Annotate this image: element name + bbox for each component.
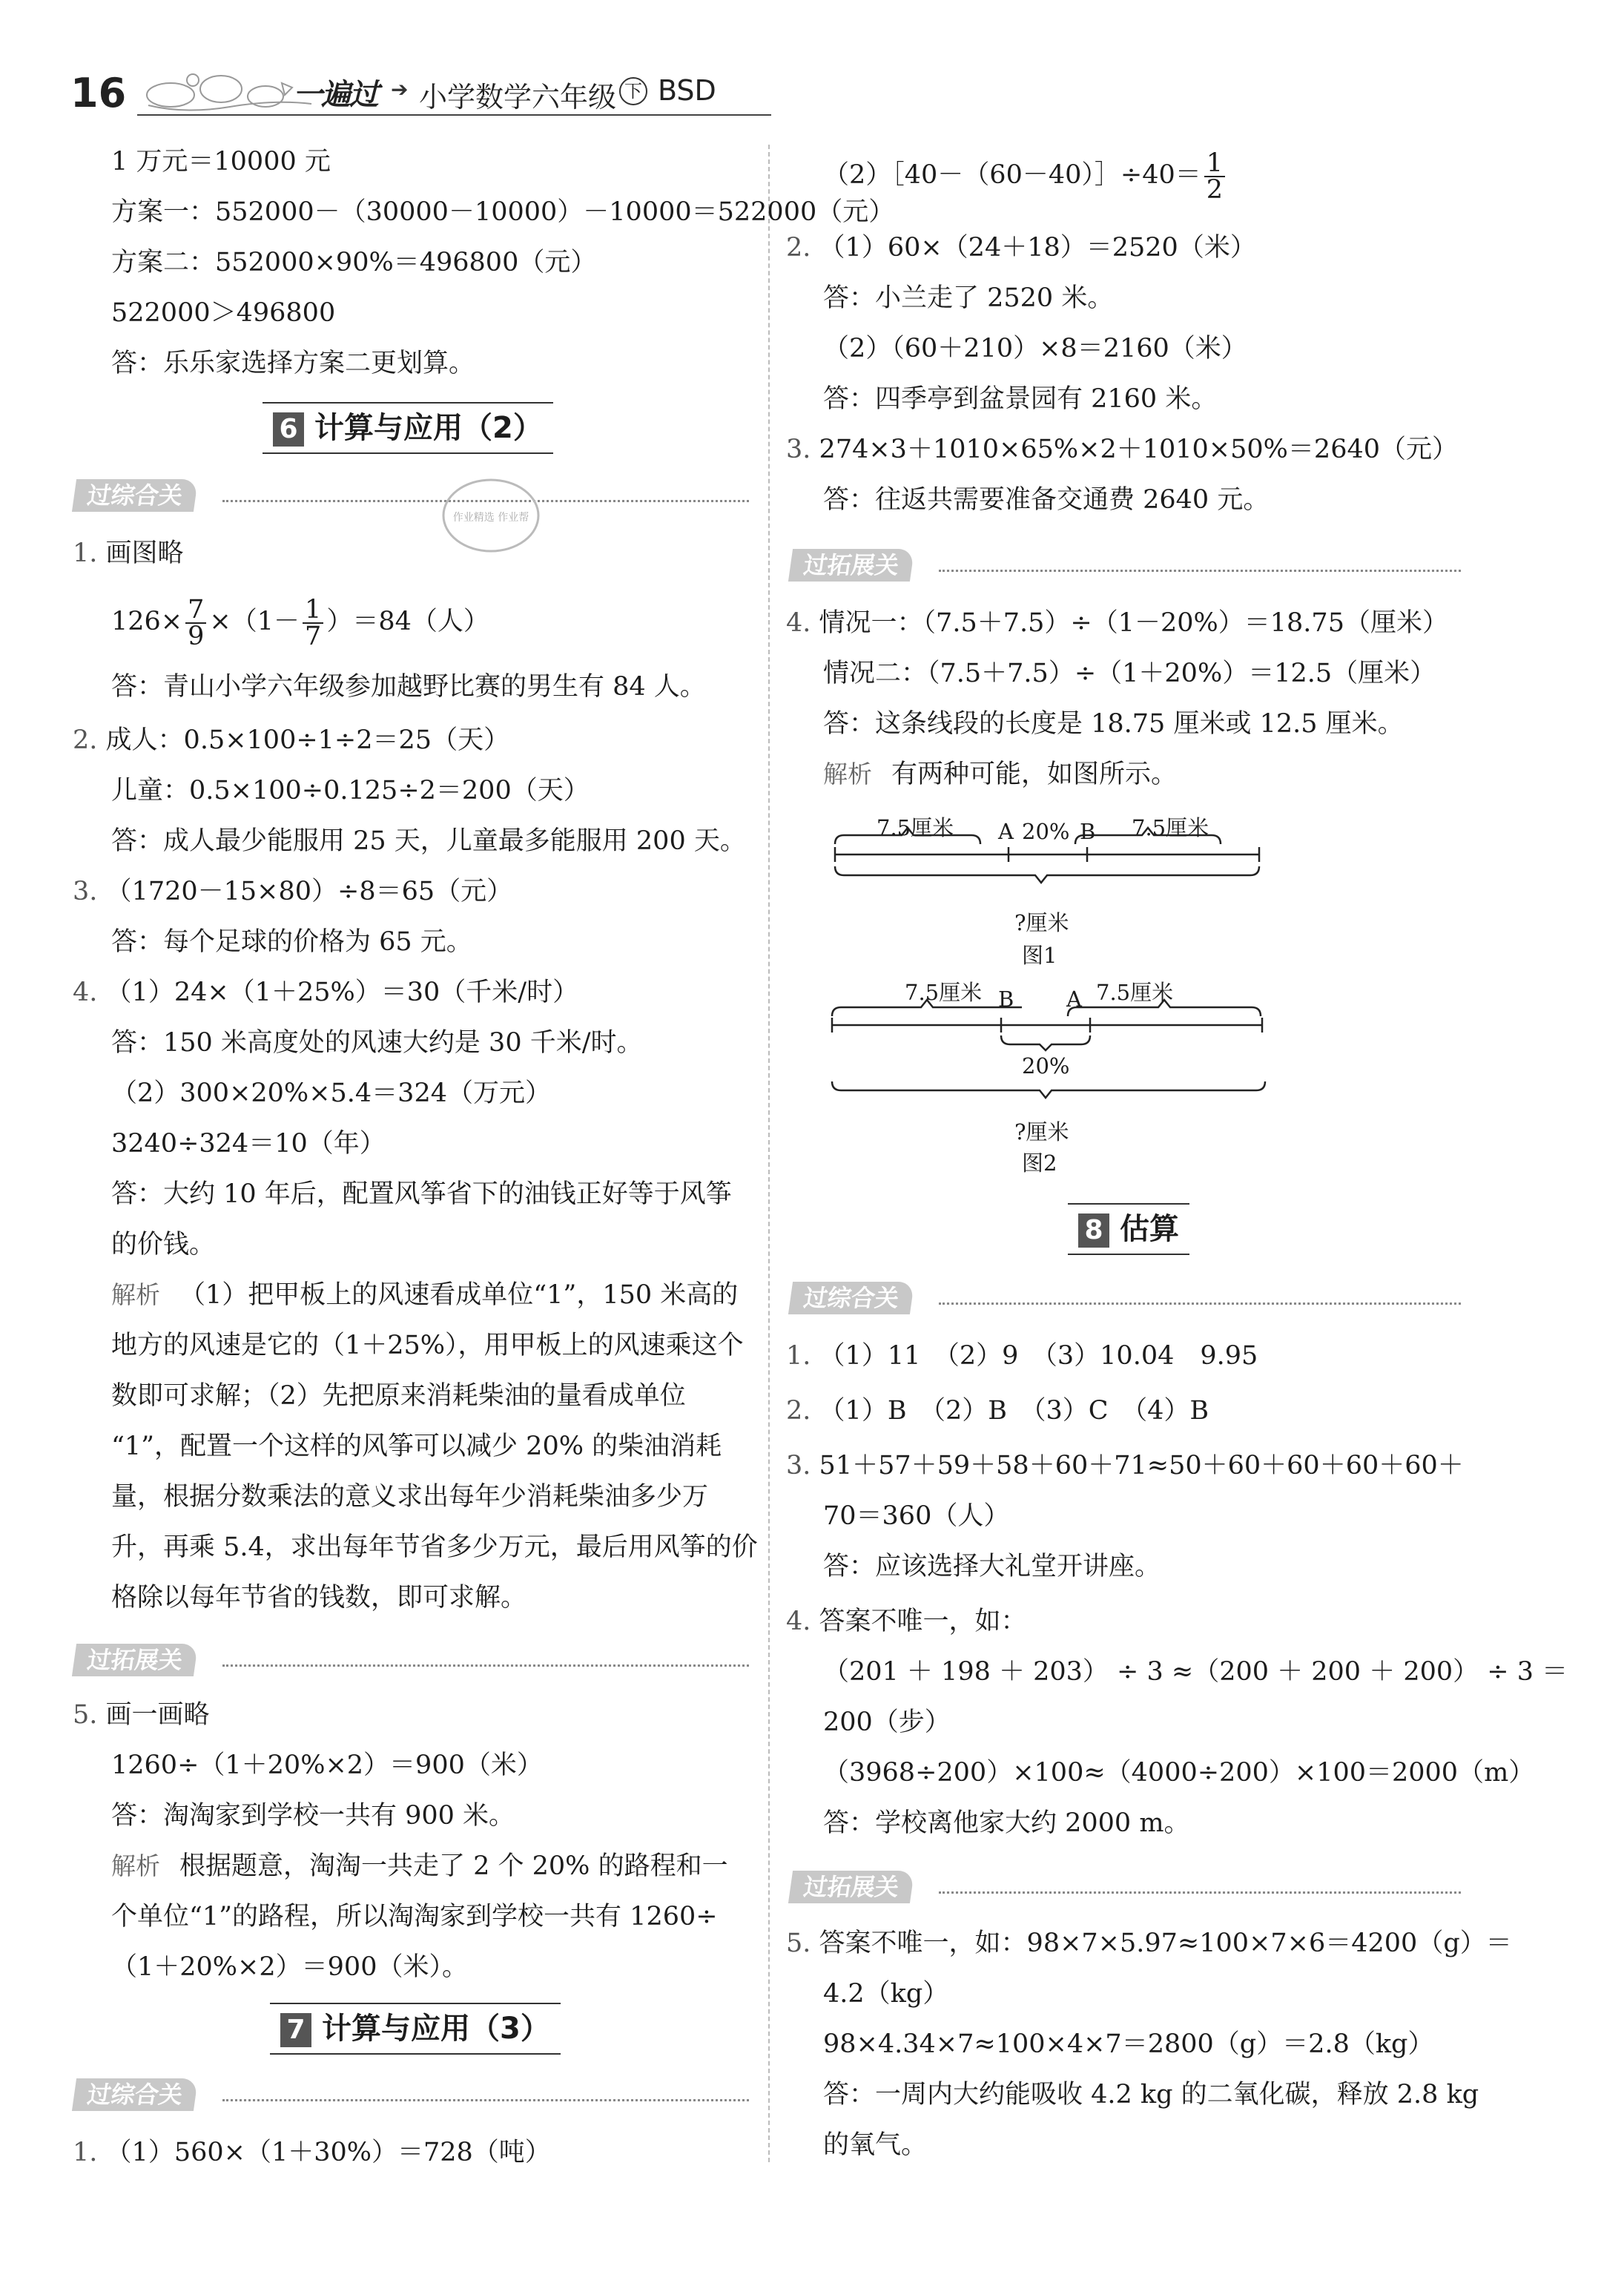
- e4-number: 4.: [786, 1607, 811, 1636]
- edition-label: BSD: [658, 74, 716, 107]
- q4-jiexi-1: [111, 1279, 738, 1311]
- stamp-text: 作业精选 作业帮: [452, 512, 529, 524]
- rq2-line-a: [786, 231, 1256, 264]
- q3-line-a: [73, 875, 512, 908]
- e2-line: [786, 1394, 1209, 1427]
- rq4-jiexi: [823, 758, 1177, 791]
- guo-tuo-dots-3: [939, 1891, 1461, 1894]
- e4-line-a: [786, 1605, 1027, 1638]
- guo-tuo-bar-3: [790, 1871, 1461, 1903]
- section-6-label: 计算与应用（2）: [314, 411, 543, 445]
- guo-zong-dots-2: [222, 2099, 749, 2101]
- q5-line-b: 1260÷（1＋20%×2）＝900（米）: [111, 1751, 543, 1780]
- e4-line-b: （201 ＋ 198 ＋ 203） ÷ 3 ≈（200 ＋ 200 ＋ 200） ÷ 3 ＝: [823, 1657, 1568, 1687]
- section-8-label: 估算: [1120, 1212, 1179, 1246]
- rq2-number: 2.: [786, 233, 811, 263]
- q4-line-a: [73, 976, 578, 1009]
- fraction-1-7: [303, 594, 323, 651]
- q2-answer-a: 成人：0.5×100÷1÷2＝25（天）: [105, 725, 510, 755]
- f1-percent: 20%: [1022, 819, 1070, 844]
- f2-percent: 20%: [1022, 1053, 1070, 1078]
- section-7-label: 计算与应用（3）: [322, 2012, 550, 2046]
- rq2-answer-a: （1）60×（24＋18）＝2520（米）: [819, 233, 1256, 263]
- page-header: [70, 65, 771, 117]
- e3-line-b: 70＝360（人）: [823, 1501, 1010, 1531]
- q4-line-d: 3240÷324＝10（年）: [111, 1129, 386, 1159]
- rq3-answer-a: 274×3＋1010×65%×2＋1010×50%＝2640（元）: [819, 435, 1458, 464]
- e2-answer: （1）B （2）B （3）C （4）B: [819, 1396, 1209, 1426]
- f1-point-a: A: [998, 819, 1014, 844]
- q5-jiexi-3: （1＋20%×2）＝900（米）。: [111, 1952, 468, 1982]
- e5-line-a: [786, 1927, 1512, 1960]
- section-6-number: 6: [273, 412, 304, 447]
- q4-jiexi-2: 地方的风速是它的（1＋25%），用甲板上的风速乘这个: [111, 1331, 744, 1360]
- q5-jiexi-text-1: 根据题意，淘淘一共走了 2 个 20% 的路程和一: [179, 1851, 728, 1881]
- q1-answer-a: 画图略: [105, 539, 184, 568]
- q1-expr-post: ）＝84（人）: [326, 607, 489, 636]
- q4-answer-a: （1）24×（1＋25%）＝30（千米/时）: [105, 978, 579, 1007]
- rq2-line-c: （2）（60＋210）×8＝2160（米）: [823, 334, 1247, 363]
- f1-caption: 图1: [1022, 943, 1057, 968]
- guo-tuo-tag-3: 过拓展关: [788, 1871, 914, 1903]
- q1-line-b: [111, 592, 489, 651]
- e3-number: 3.: [786, 1451, 811, 1481]
- q4-jiexi-3: 数即可求解；（2）先把原来消耗柴油的量看成单位: [111, 1381, 686, 1411]
- rq4-line-c: 答：这条线段的长度是 18.75 厘米或 12.5 厘米。: [823, 709, 1404, 739]
- brand-arrow-icon: ➔: [391, 77, 409, 102]
- q2-number: 2.: [73, 725, 98, 755]
- page-number: 16: [70, 70, 127, 116]
- e5-line-b: 4.2（kg）: [823, 1979, 949, 2009]
- q4-jiexi-6: 升，再乘 5.4，求出每年节省多少万元，最后用风筝的价: [111, 1532, 758, 1562]
- e5-number: 5.: [786, 1929, 811, 1958]
- frac-den: 7: [305, 621, 322, 651]
- q5-jiexi-1: [111, 1850, 728, 1883]
- q4-line-f: 的价钱。: [111, 1230, 216, 1259]
- guo-tuo-dots-1: [222, 1664, 749, 1667]
- q5-number: 5.: [73, 1700, 98, 1730]
- q4-jiexi-7: 格除以每年节省的钱数，即可求解。: [111, 1583, 527, 1613]
- q4-jiexi-text-1: （1）把甲板上的风速看成单位“1”，150 米高的: [179, 1280, 739, 1310]
- q4-line-c: （2）300×20%×5.4＝324（万元）: [111, 1078, 551, 1108]
- f2-point-b: B: [998, 987, 1014, 1012]
- jiexi-label: 解析: [111, 1851, 160, 1880]
- e4-line-e: 答：学校离他家大约 2000 m。: [823, 1808, 1190, 1838]
- e1-answer: （1）11 （2）9 （3）10.04 9.95: [819, 1341, 1258, 1371]
- e5-answer-a: 答案不唯一，如：98×7×5.97≈100×7×6＝4200（g）＝: [819, 1929, 1512, 1958]
- guo-zong-bar-3: [790, 1282, 1461, 1314]
- guo-tuo-tag-2: 过拓展关: [788, 549, 914, 582]
- guo-zong-tag-1: 过综合关: [72, 479, 198, 512]
- q1-expr-mid: ×（1－: [209, 607, 300, 636]
- intro-line-4: 522000＞496800: [111, 298, 336, 328]
- q5-line-c: 答：淘淘家到学校一共有 900 米。: [111, 1801, 515, 1831]
- q1-line-a: [73, 537, 184, 570]
- guo-tuo-bar-1: [74, 1644, 749, 1676]
- section-7-title: [270, 2003, 561, 2055]
- guo-zong-tag-2: 过综合关: [72, 2078, 198, 2111]
- q1-number: 1.: [73, 539, 98, 568]
- e3-answer-a: 51＋57＋59＋58＋60＋71≈50＋60＋60＋60＋60＋: [819, 1451, 1464, 1481]
- q2-line-a: [73, 724, 509, 757]
- section-8-title: [1068, 1203, 1189, 1255]
- frac-num: 1: [1204, 151, 1225, 177]
- f1-right-length: 7.5厘米: [1132, 815, 1209, 840]
- volume-badge: 下: [619, 77, 647, 105]
- r1-line: [823, 145, 1228, 205]
- e1-line: [786, 1340, 1258, 1372]
- frac-num: 1: [303, 597, 323, 624]
- section-6-title: [263, 402, 553, 454]
- rq4-line-a: [786, 607, 1448, 639]
- e5-line-c: 98×4.34×7≈100×4×7＝2800（g）＝2.8（kg）: [823, 2029, 1434, 2059]
- q1-line-c: 答：青山小学六年级参加越野比赛的男生有 84 人。: [111, 672, 706, 702]
- stamp-watermark: [439, 475, 543, 556]
- subject-title: 小学数学六年级: [419, 81, 617, 113]
- s7q1-number: 1.: [73, 2138, 98, 2167]
- e3-line-a: [786, 1449, 1464, 1482]
- fraction-1-2: [1204, 148, 1225, 205]
- jiexi-label: 解析: [823, 760, 872, 788]
- rq4-jiexi-text: 有两种可能，如图所示。: [891, 760, 1178, 789]
- frac-den: 9: [188, 621, 205, 651]
- intro-line-1: 1 万元＝10000 元: [111, 147, 331, 177]
- q4-line-b: 答：150 米高度处的风速大约是 30 千米/时。: [111, 1028, 643, 1058]
- guo-tuo-dots-2: [939, 570, 1461, 572]
- guo-zong-bar-1: [74, 479, 749, 512]
- e4-line-d: （3968÷200）×100≈（4000÷200）×100＝2000（m）: [823, 1758, 1535, 1788]
- q4-jiexi-5: 量，根据分数乘法的意义求出每年少消耗柴油多少万: [111, 1482, 709, 1512]
- f2-total: ?厘米: [1014, 1119, 1069, 1145]
- q1-expr-pre: 126×: [111, 607, 183, 636]
- r1-expr: （2）［40－（60－40）］÷40＝: [823, 160, 1201, 190]
- q3-line-b: 答：每个足球的价格为 65 元。: [111, 927, 472, 957]
- e4-line-c: 200（步）: [823, 1707, 951, 1737]
- s7q1-answer-a: （1）560×（1＋30%）＝728（吨）: [105, 2138, 551, 2167]
- f2-left-length: 7.5厘米: [905, 980, 983, 1005]
- brand-logo: 一遍过: [293, 78, 377, 112]
- rq4-line-b: 情况二：（7.5＋7.5）÷（1＋20%）＝12.5（厘米）: [823, 659, 1436, 688]
- figure-2: [823, 978, 1268, 1193]
- f2-point-a: A: [1066, 987, 1082, 1012]
- intro-line-2: 方案一：552000－（30000－10000）－10000＝522000（元）: [111, 197, 895, 227]
- e4-answer-a: 答案不唯一，如：: [819, 1607, 1027, 1636]
- q4-number: 4.: [73, 978, 98, 1007]
- rq2-line-b: 答：小兰走了 2520 米。: [823, 283, 1114, 313]
- q4-jiexi-4: “1”，配置一个这样的风筝可以减少 20% 的柴油消耗: [111, 1432, 722, 1461]
- frac-num: 7: [185, 597, 206, 624]
- e5-line-d: 答：一周内大约能吸收 4.2 kg 的二氧化碳，释放 2.8 kg: [823, 2080, 1479, 2110]
- guo-zong-dots-3: [939, 1303, 1461, 1305]
- f1-point-b: B: [1080, 819, 1096, 844]
- rq2-line-d: 答：四季亭到盆景园有 2160 米。: [823, 384, 1218, 414]
- e2-number: 2.: [786, 1396, 811, 1426]
- f2-caption: 图2: [1022, 1150, 1057, 1176]
- rq4-number: 4.: [786, 608, 811, 638]
- guo-tuo-bar-2: [790, 549, 1461, 582]
- e3-line-c: 答：应该选择大礼堂开讲座。: [823, 1552, 1161, 1581]
- figure-1: [823, 809, 1268, 979]
- q4-line-e: 答：大约 10 年后，配置风筝省下的油钱正好等于风筝: [111, 1179, 732, 1209]
- guo-tuo-tag-1: 过拓展关: [72, 1644, 198, 1676]
- rq4-answer-a: 情况一：（7.5＋7.5）÷（1－20%）＝18.75（厘米）: [819, 608, 1448, 638]
- jiexi-label: 解析: [111, 1280, 160, 1309]
- s7q1-line-a: [73, 2136, 551, 2169]
- q5-jiexi-2: 个单位“1”的路程，所以淘淘家到学校一共有 1260÷: [111, 1902, 718, 1932]
- q5-answer-a: 画一画略: [105, 1700, 210, 1730]
- section-8-number: 8: [1078, 1213, 1109, 1248]
- intro-line-3: 方案二：552000×90%＝496800（元）: [111, 248, 597, 277]
- f2-right-length: 7.5厘米: [1096, 980, 1174, 1005]
- frac-den: 2: [1206, 174, 1224, 205]
- e5-line-e: 的氧气。: [823, 2130, 928, 2160]
- header-underline: [137, 114, 771, 116]
- e1-number: 1.: [786, 1341, 811, 1371]
- section-7-number: 7: [280, 2013, 311, 2047]
- q2-line-c: 答：成人最少能服用 25 天，儿童最多能服用 200 天。: [111, 826, 746, 856]
- q3-answer-a: （1720－15×80）÷8＝65（元）: [105, 877, 513, 906]
- intro-line-5: 答：乐乐家选择方案二更划算。: [111, 349, 475, 378]
- rq3-number: 3.: [786, 435, 811, 464]
- guo-zong-bar-2: [74, 2078, 749, 2111]
- q3-number: 3.: [73, 877, 98, 906]
- fraction-7-9: [185, 594, 206, 651]
- q2-line-b: 儿童：0.5×100÷0.125÷2＝200（天）: [111, 776, 590, 806]
- f1-total: ?厘米: [1014, 910, 1069, 935]
- rq3-line-a: [786, 433, 1458, 466]
- column-divider: [768, 145, 770, 2162]
- rq3-line-b: 答：往返共需要准备交通费 2640 元。: [823, 485, 1270, 515]
- q5-line-a: [73, 1699, 210, 1731]
- guo-zong-tag-3: 过综合关: [788, 1282, 914, 1314]
- f1-left-length: 7.5厘米: [877, 815, 954, 840]
